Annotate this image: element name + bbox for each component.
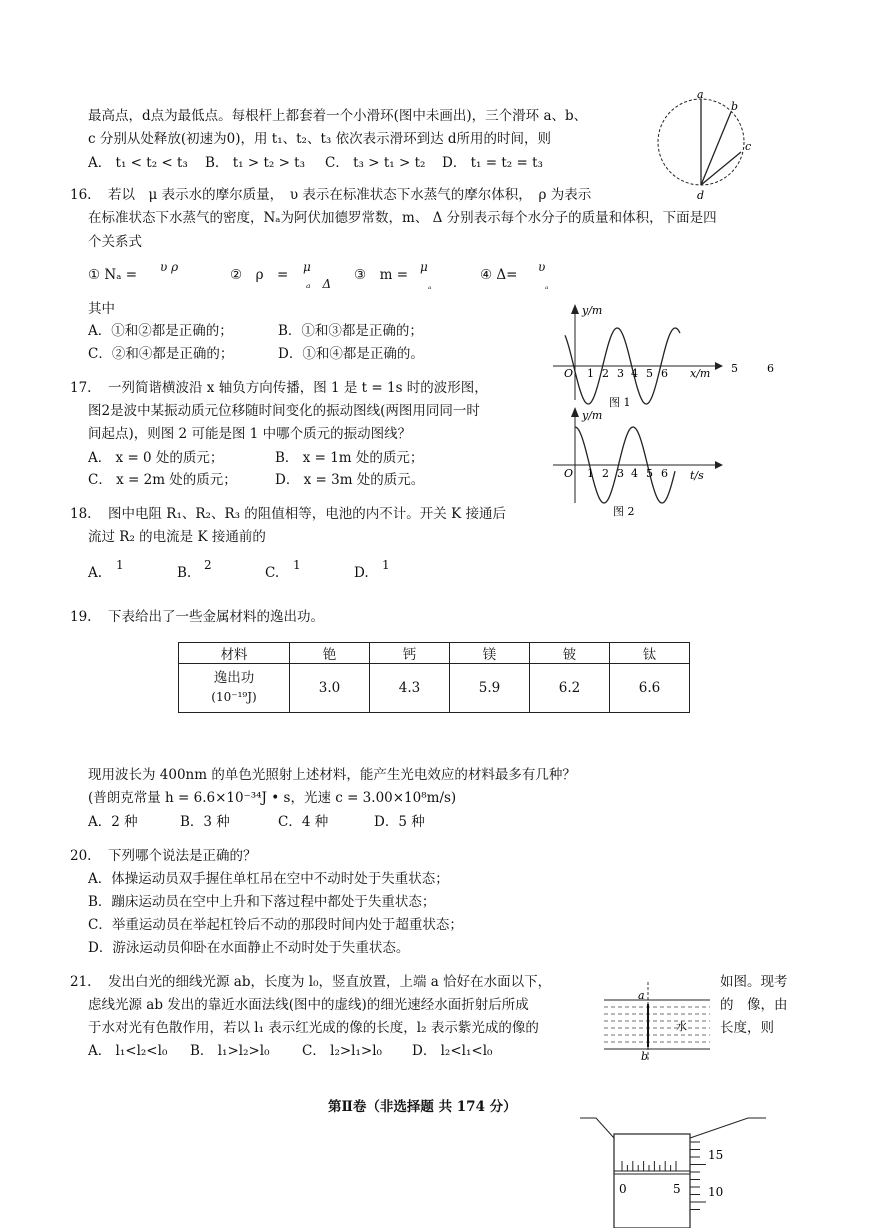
q20-option-a: A．体操运动员双手握住单杠吊在空中不动时处于失重状态；: [88, 871, 449, 887]
fig2-tick-5: 5: [646, 467, 653, 480]
row-label-line1: 逸出功: [213, 670, 255, 686]
q21-line3: 于水对光有色散作用，若以 l₁ 表示红光成的像的长度，l₂ 表示紫光成的像的: [88, 1020, 539, 1036]
q17-option-c: C． x = 2m 处的质元；: [88, 472, 237, 488]
fig-label-a: a: [697, 88, 704, 101]
q18-option-b-num: 2: [204, 558, 212, 572]
micrometer-figure: [578, 1116, 768, 1228]
q16-among: 其中: [88, 301, 115, 317]
q20-stem: 下列哪个说法是正确的？: [108, 848, 257, 864]
fig-label-c: c: [745, 140, 752, 153]
q17-wave-figure-2: [545, 405, 725, 520]
q21-number: 21.: [70, 974, 92, 990]
q16-option-b: B．①和③都是正确的；: [278, 323, 423, 339]
fig2-tick-2: 2: [602, 467, 609, 480]
q18-number: 18.: [70, 506, 92, 522]
fig2-tick-3: 3: [617, 467, 624, 480]
main-scale-5: 5: [673, 1182, 681, 1196]
fig1-tick-5: 5: [646, 367, 653, 380]
fig1-extra-5: 5: [731, 362, 738, 375]
fig1-extra-6: 6: [767, 362, 774, 375]
q15-option-c: C． t₃ > t₁ > t₂: [325, 155, 426, 171]
q19-number: 19.: [70, 609, 92, 625]
q18-option-a-num: 1: [116, 558, 124, 572]
fig2-tick-1: 1: [587, 467, 594, 480]
fig2-ylabel: y/m: [582, 409, 603, 422]
q16-line3: 个关系式: [88, 234, 142, 250]
q21-option-a: A． l₁<l₂<l₀: [88, 1043, 168, 1059]
q16-option-c: C．②和④都是正确的；: [88, 346, 234, 362]
q15-option-d: D． t₁ = t₂ = t₃: [442, 155, 543, 171]
q17-line2: 图2是波中某振动质元位移随时间变化的振动图线(两图用同同一时: [88, 403, 480, 419]
table-cell: 4.3: [370, 664, 450, 713]
table-header-cell: 材料: [179, 643, 290, 664]
q17-wave-figure-1: [545, 300, 785, 412]
q16-formula-1-num: υ ρ: [160, 260, 179, 274]
table-header-cell: 钛: [610, 643, 690, 664]
q21-water-figure: [602, 980, 712, 1060]
q16-formula-2: ② ρ =: [230, 267, 289, 283]
q16-formula-3-num: μ: [420, 260, 428, 274]
q16-formula-3: ③ m =: [354, 267, 409, 283]
fig-label-b: b: [731, 100, 739, 113]
thimble-15: 15: [708, 1148, 724, 1162]
fig1-tick-1: 1: [587, 367, 594, 380]
q21-line1: 发出白光的细线光源 ab，长度为 l₀，竖直放置，上端 a 恰好在水面以下，: [108, 974, 552, 990]
fig1-xlabel: x/m: [690, 367, 711, 380]
work-function-table: [178, 642, 690, 713]
q21-line1-right: 如图。现考: [720, 974, 788, 990]
q16-formula-4-num: υ: [538, 260, 546, 274]
q16-formula-4: ④ Δ=: [480, 267, 518, 283]
fig2-xlabel: t/s: [690, 469, 704, 482]
q19-option-b: B．3 种: [180, 814, 230, 830]
q16-line1: 若以 μ 表示水的摩尔质量， υ 表示在标准状态下水蒸气的摩尔体积， ρ 为表示: [108, 187, 592, 203]
section-title: 第Ⅱ卷（非选择题 共 174 分）: [328, 1099, 517, 1115]
q16-line2: 在标准状态下水蒸气的密度，Nₐ为阿伏加德罗常数，m、 Δ 分别表示每个水分子的质量和体积，下面是四: [88, 210, 717, 226]
q19-option-a: A．2 种: [88, 814, 138, 830]
q17-option-a: A． x = 0 处的质元；: [88, 450, 224, 466]
fig1-tick-3: 3: [617, 367, 624, 380]
main-scale-0: 0: [619, 1182, 627, 1196]
table-cell: 3.0: [290, 664, 370, 713]
table-header-cell: 铍: [530, 643, 610, 664]
q18-line1: 图中电阻 R₁、R₂、R₃ 的阻值相等，电池的内不计。开关 K 接通后: [108, 506, 506, 522]
q18-option-d-num: 1: [382, 558, 390, 572]
q19-intro: 下表给出了一些金属材料的逸出功。: [108, 609, 324, 625]
table-row-label: [179, 664, 290, 713]
q17-option-d: D． x = 3m 处的质元。: [275, 472, 425, 488]
table-cell: 6.6: [610, 664, 690, 713]
q17-option-b: B． x = 1m 处的质元；: [275, 450, 424, 466]
table-cell: 5.9: [450, 664, 530, 713]
q21-fig-label-b: b: [641, 1050, 649, 1060]
q18-option-c-num: 1: [293, 558, 301, 572]
q19-line2: (普朗克常量 h = 6.6×10⁻³⁴J • s，光速 c = 3.00×10⁸m/s): [88, 790, 457, 806]
q18-option-c: C.: [265, 565, 280, 581]
q17-line1: 一列简谐横波沿 x 轴负方向传播，图 1 是 t = 1s 时的波形图，: [108, 380, 488, 396]
fig1-ylabel: y/m: [582, 304, 603, 317]
table-header-cell: 镁: [450, 643, 530, 664]
table-header-cell: 钙: [370, 643, 450, 664]
q21-line2-right: 的 像，由: [720, 997, 788, 1013]
q21-option-b: B． l₁>l₂>l₀: [190, 1043, 270, 1059]
q16-number: 16.: [70, 187, 92, 203]
q15-line2: c 分别从处释放(初速为0)，用 t₁、t₂、t₃ 依次表示滑环到达 d所用的时间，则: [88, 131, 552, 147]
q21-line3-right: 长度，则: [720, 1020, 774, 1036]
q19-line1: 现用波长为 400nm 的单色光照射上述材料，能产生光电效应的材料最多有几种？: [88, 767, 576, 783]
fig1-tick-2: 2: [602, 367, 609, 380]
q21-fig-label-a: a: [638, 989, 645, 1002]
table-header-cell: 铯: [290, 643, 370, 664]
q20-option-c: C．举重运动员在举起杠铃后不动的那段时间内处于超重状态；: [88, 917, 463, 933]
q21-option-d: D． l₂<l₁<l₀: [412, 1043, 493, 1059]
q16-option-d: D．①和④都是正确的。: [278, 346, 424, 362]
q15-line1: 最高点，d点为最低点。每根杆上都套着一个小滑环(图中未画出)，三个滑环 a、b、: [88, 108, 588, 124]
q16-formula-2-den: ₐ Δ: [306, 277, 332, 291]
fig1-tick-6: 6: [661, 367, 668, 380]
fig2-origin: O: [564, 467, 574, 480]
q18-option-d: D.: [354, 565, 369, 581]
q21-line2: 虑线光源 ab 发出的靠近水面法线(图中的虚线)的细光速经水面折射后所成: [88, 997, 529, 1013]
q20-number: 20.: [70, 848, 92, 864]
fig2-caption: 图 2: [613, 505, 635, 518]
q16-formula-4-den: ₐ: [545, 282, 549, 292]
thimble-10: 10: [708, 1185, 724, 1199]
q17-number: 17.: [70, 380, 92, 396]
q16-option-a: A．①和②都是正确的；: [88, 323, 233, 339]
fig2-tick-4: 4: [631, 467, 638, 480]
q15-option-a: A． t₁ < t₂ < t₃: [88, 155, 188, 171]
q15-circle-figure: [650, 86, 760, 204]
q18-option-b: B.: [177, 565, 192, 581]
table-cell: 6.2: [530, 664, 610, 713]
q20-option-d: D．游泳运动员仰卧在水面静止不动时处于失重状态。: [88, 940, 410, 956]
fig1-tick-4: 4: [631, 367, 638, 380]
fig-label-d: d: [697, 189, 705, 202]
q16-formula-3-den: ₐ: [428, 282, 432, 292]
fig2-tick-6: 6: [661, 467, 668, 480]
q18-line2: 流过 R₂ 的电流是 K 接通前的: [88, 529, 266, 545]
q15-option-b: B． t₁ > t₂ > t₃: [205, 155, 306, 171]
fig1-caption: 图 1: [609, 396, 631, 409]
fig1-origin: O: [564, 367, 574, 380]
q19-option-d: D．5 种: [374, 814, 425, 830]
q16-formula-2-num: μ: [303, 260, 311, 274]
q17-line3: 间起点)，则图 2 可能是图 1 中哪个质元的振动图线？: [88, 426, 412, 442]
q21-option-c: C． l₂>l₁>l₀: [302, 1043, 382, 1059]
row-label-line2: (10⁻¹⁹J): [211, 690, 257, 704]
q18-option-a: A.: [88, 565, 103, 581]
q19-option-c: C．4 种: [278, 814, 329, 830]
q20-option-b: B．蹦床运动员在空中上升和下落过程中都处于失重状态；: [88, 894, 436, 910]
q21-fig-label-water: 水: [676, 1020, 687, 1033]
q16-formula-1: ① Nₐ =: [88, 267, 138, 283]
